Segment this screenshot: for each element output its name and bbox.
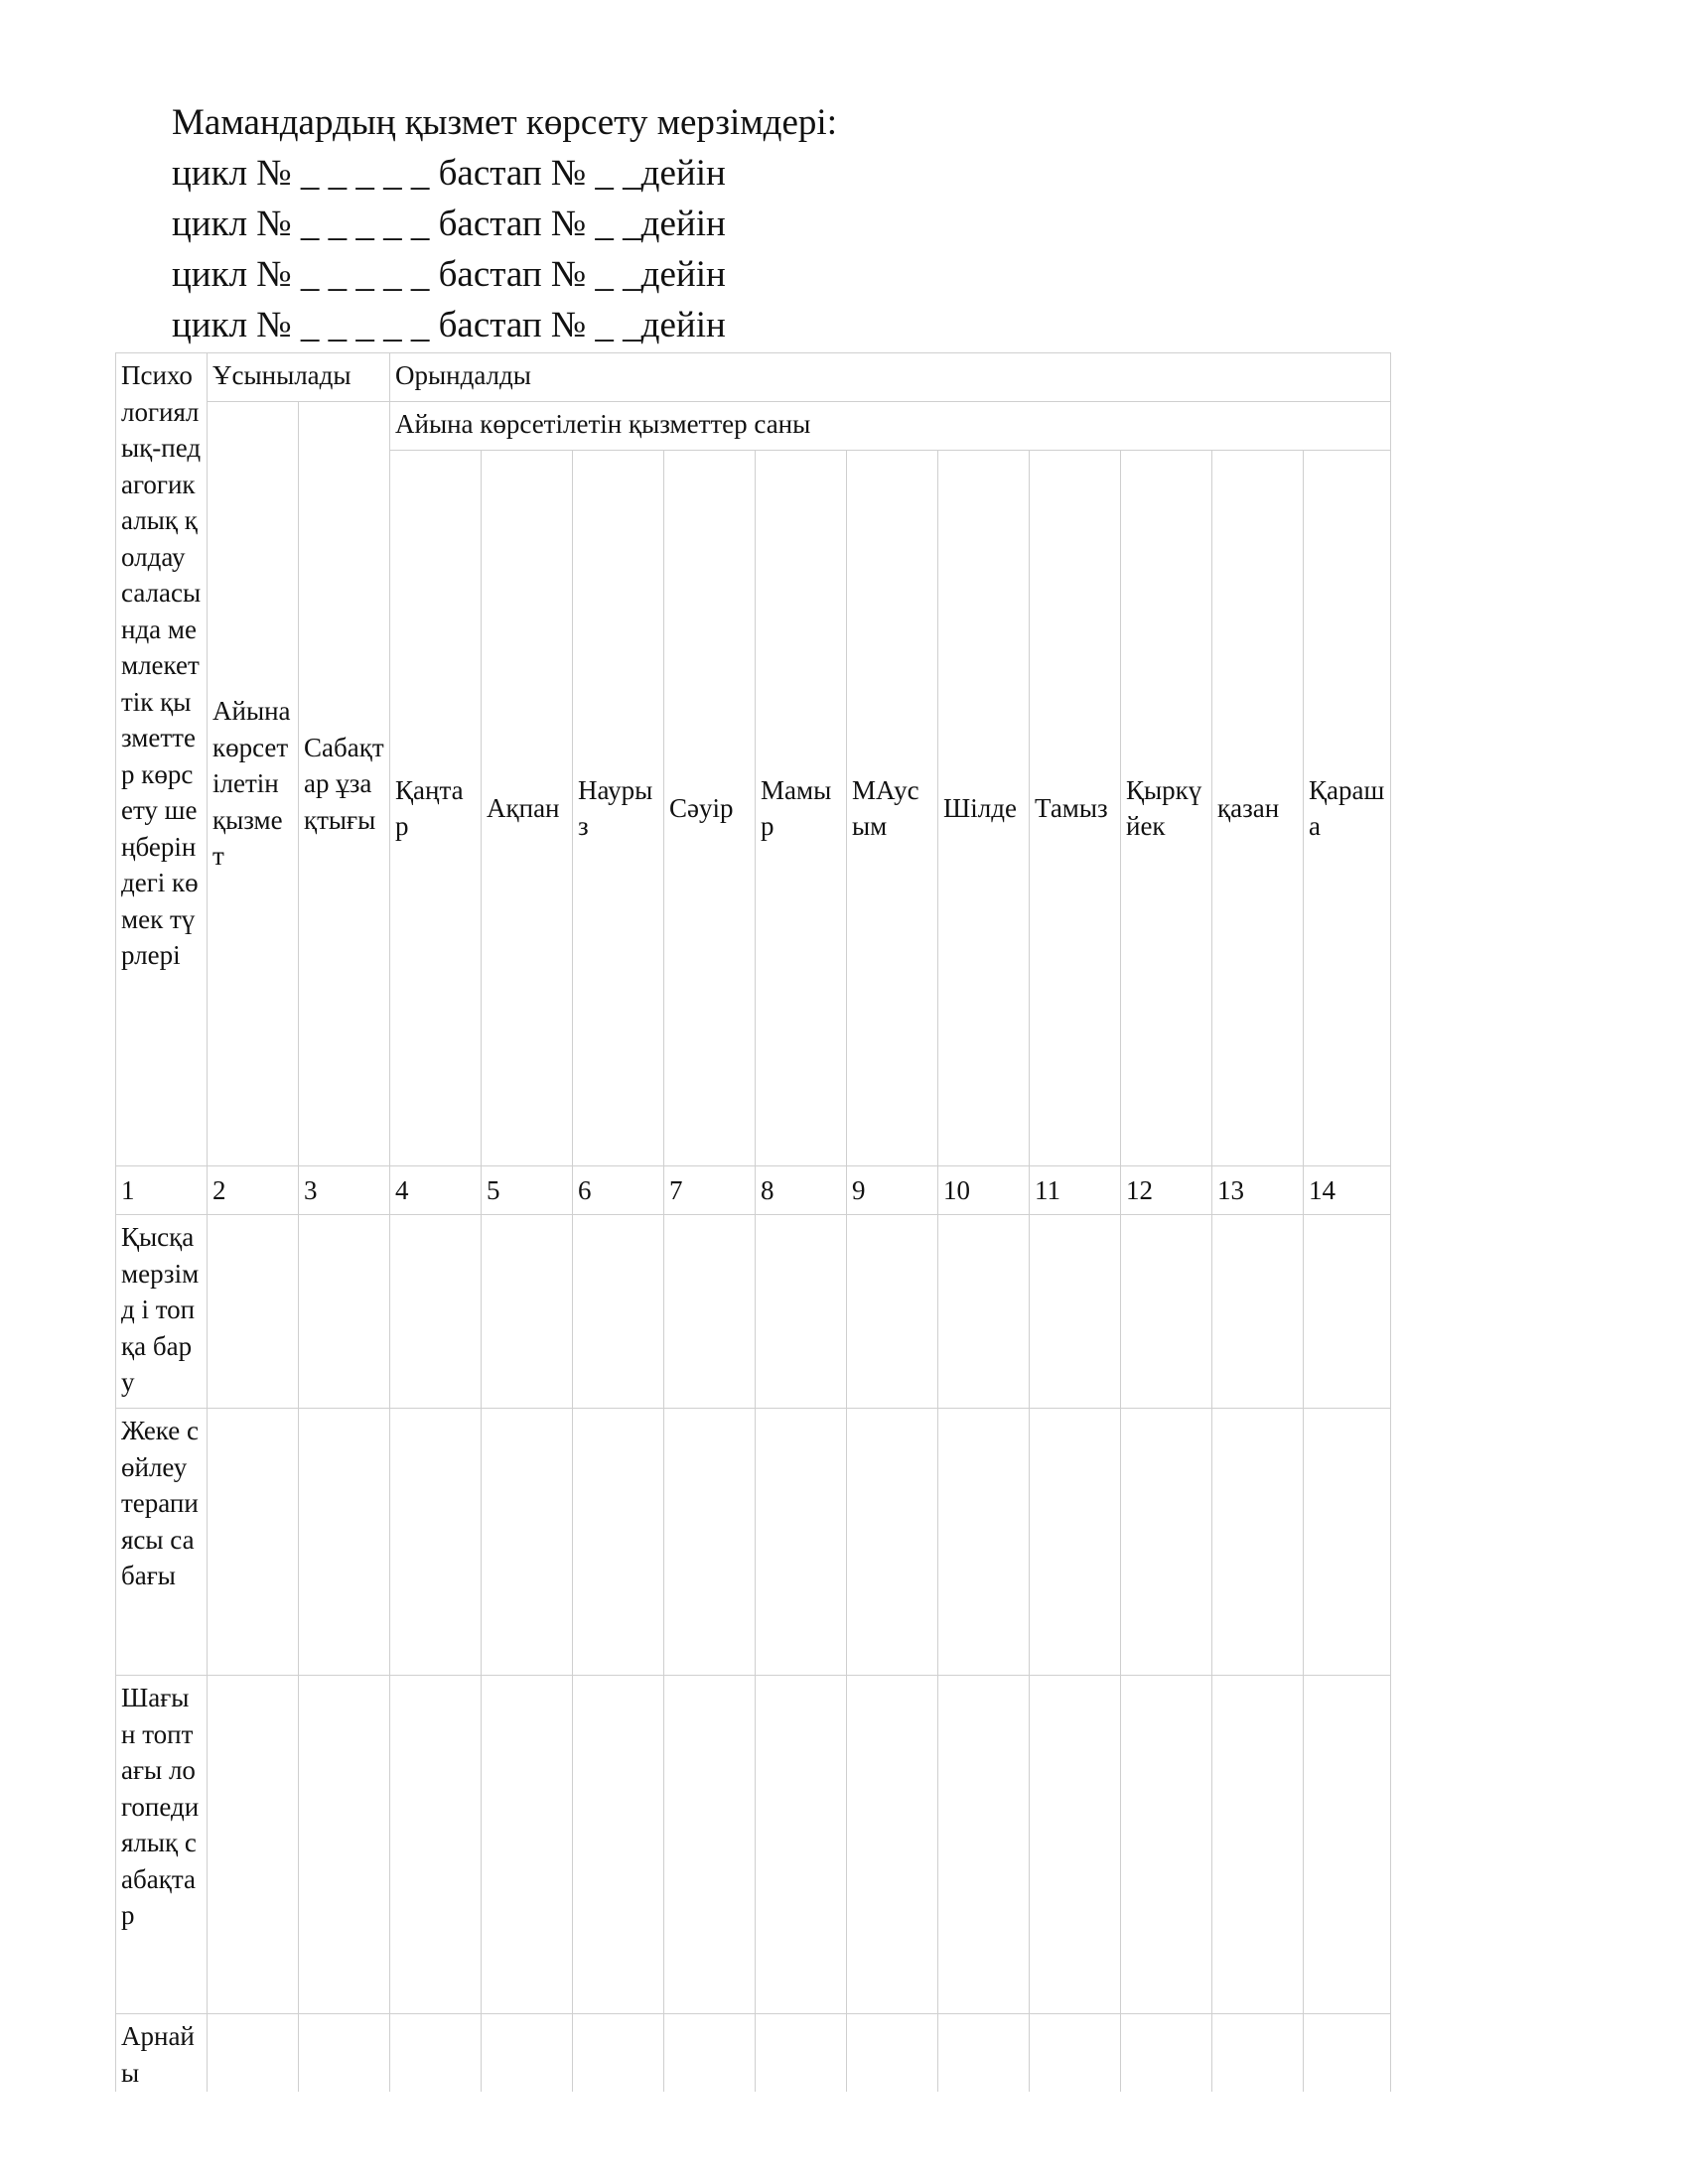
table-cell[interactable]: [847, 1215, 938, 1409]
table-cell[interactable]: [208, 1215, 299, 1409]
table-cell[interactable]: [1121, 1676, 1212, 2014]
table-cell[interactable]: [1212, 1215, 1304, 1409]
table-cell[interactable]: [938, 1215, 1030, 1409]
month-header: Тамыз: [1030, 451, 1121, 1166]
performed-header: Орындалды: [390, 353, 1391, 402]
table-cell[interactable]: [847, 1409, 938, 1676]
table-cell[interactable]: [1121, 1409, 1212, 1676]
column-number: 14: [1304, 1166, 1391, 1215]
table-cell[interactable]: [664, 1676, 756, 2014]
table-cell[interactable]: [664, 1409, 756, 1676]
column-number: 6: [573, 1166, 664, 1215]
table-cell[interactable]: [1030, 1409, 1121, 1676]
services-table: [115, 352, 1391, 2121]
table-cell[interactable]: [756, 1409, 847, 1676]
table-cell[interactable]: [1030, 1215, 1121, 1409]
monthly-service-header: Айына көрсетілетін қызмет: [208, 402, 299, 1166]
table-cell[interactable]: [847, 1676, 938, 2014]
help-types-header: Психологиялық-педагогикалық қолдау саласында мемлекеттік қызметтер көрсету шеңберіндегі көмек түрлері: [116, 353, 208, 1166]
table-cell[interactable]: [208, 1676, 299, 2014]
table-cell[interactable]: [664, 1215, 756, 1409]
cycle-line: цикл № _ _ _ _ _ бастап № _ _дейін: [172, 254, 726, 295]
table-row: [116, 1215, 1391, 1409]
column-number: 2: [208, 1166, 299, 1215]
month-header: қазан: [1212, 451, 1304, 1166]
table-cell[interactable]: [299, 1676, 390, 2014]
table-cell[interactable]: [938, 1409, 1030, 1676]
column-number: 7: [664, 1166, 756, 1215]
cycle-line: цикл № _ _ _ _ _ бастап № _ _дейін: [172, 305, 726, 345]
table-cell[interactable]: [1030, 1676, 1121, 2014]
column-number: 8: [756, 1166, 847, 1215]
table-cell[interactable]: [390, 1676, 482, 2014]
column-number: 9: [847, 1166, 938, 1215]
table-cell[interactable]: [756, 1676, 847, 2014]
table-header-row: [116, 402, 1391, 451]
table-cell[interactable]: [299, 1409, 390, 1676]
table-cell[interactable]: [1304, 1215, 1391, 1409]
month-header: Ақпан: [482, 451, 573, 1166]
column-number: 5: [482, 1166, 573, 1215]
column-number: 11: [1030, 1166, 1121, 1215]
table-cell[interactable]: [1212, 1676, 1304, 2014]
month-header: Шілде: [938, 451, 1030, 1166]
month-header: Мамыр: [756, 451, 847, 1166]
table-cell[interactable]: [573, 1676, 664, 2014]
per-month-count-header: Айына көрсетілетін қызметтер саны: [390, 402, 1391, 451]
table-cell[interactable]: [1121, 1215, 1212, 1409]
table-cell[interactable]: [482, 1409, 573, 1676]
cycle-line: цикл № _ _ _ _ _ бастап № _ _дейін: [172, 204, 726, 244]
service-periods-heading: [172, 97, 837, 350]
table-cell[interactable]: [390, 1215, 482, 1409]
table-cell[interactable]: [482, 1215, 573, 1409]
column-number: 4: [390, 1166, 482, 1215]
table-row: [116, 1409, 1391, 1676]
table-cell[interactable]: [938, 1676, 1030, 2014]
column-number: 10: [938, 1166, 1030, 1215]
table-cell[interactable]: [573, 1215, 664, 1409]
column-numbers-row: [116, 1166, 1391, 1215]
table-cell[interactable]: [299, 1215, 390, 1409]
month-header: МАусым: [847, 451, 938, 1166]
cycle-line: цикл № _ _ _ _ _ бастап № _ _дейін: [172, 153, 726, 194]
table-cell[interactable]: [1304, 1409, 1391, 1676]
help-type-label: Шағын топтағы логопедиялық сабақтар: [116, 1676, 208, 2014]
column-number: 12: [1121, 1166, 1212, 1215]
table-cell[interactable]: [390, 1409, 482, 1676]
month-header: Қаңтар: [390, 451, 482, 1166]
column-number: 1: [116, 1166, 208, 1215]
column-number: 13: [1212, 1166, 1304, 1215]
help-type-label: Арнайы: [116, 2014, 208, 2122]
table-cell[interactable]: [1212, 1409, 1304, 1676]
lesson-duration-header: Сабақтар ұзақтығы: [299, 402, 390, 1166]
table-cell[interactable]: [482, 1676, 573, 2014]
heading-title: Мамандардың қызмет көрсету мерзімдері:: [172, 102, 837, 143]
page-bottom-margin: [0, 2092, 1688, 2184]
table-header-row: [116, 353, 1391, 402]
help-type-label: Жеке сөйлеу терапиясы сабағы: [116, 1409, 208, 1676]
month-header: Қараша: [1304, 451, 1391, 1166]
month-header: Қыркүйек: [1121, 451, 1212, 1166]
table-row: [116, 1676, 1391, 2014]
table-cell[interactable]: [573, 1409, 664, 1676]
month-header: Наурыз: [573, 451, 664, 1166]
table-cell[interactable]: [1304, 1676, 1391, 2014]
recommended-header: Ұсынылады: [208, 353, 390, 402]
column-number: 3: [299, 1166, 390, 1215]
table-cell[interactable]: [208, 1409, 299, 1676]
table-cell[interactable]: [756, 1215, 847, 1409]
help-type-label: Қысқа мерзімд і топқа бару: [116, 1215, 208, 1409]
month-header: Сәуір: [664, 451, 756, 1166]
